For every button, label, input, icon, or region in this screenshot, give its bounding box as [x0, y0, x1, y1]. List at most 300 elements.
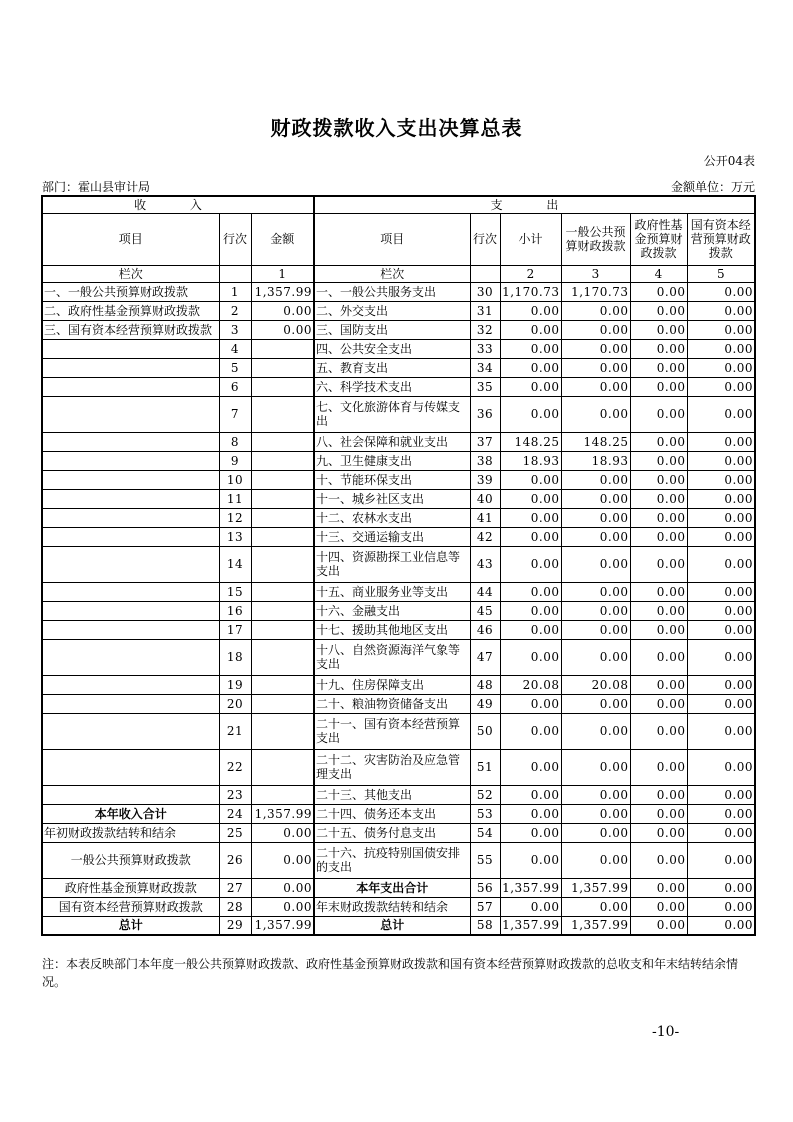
income-item: [42, 620, 219, 639]
amount-unit-label: 金额单位：万元: [670, 180, 755, 194]
income-row-no: 20: [219, 694, 251, 713]
income-item: [42, 639, 219, 675]
income-amount: [251, 620, 314, 639]
column-number-label: 栏次: [42, 265, 219, 282]
income-row-no: 16: [219, 601, 251, 620]
page-title: 财政拨款收入支出决算总表: [270, 116, 523, 140]
income-item: [42, 489, 219, 508]
income-row-no: 27: [219, 878, 251, 897]
income-amount: [251, 694, 314, 713]
empty-cell: [470, 265, 500, 282]
column-number: 4: [630, 265, 687, 282]
expense-gov-fund: 0.00: [630, 527, 687, 546]
expense-item: 九、卫生健康支出: [314, 451, 470, 470]
expense-state-capital: 0.00: [687, 396, 755, 432]
expense-gov-fund: 0.00: [630, 897, 687, 916]
expense-gov-fund: 0.00: [630, 878, 687, 897]
expense-general-budget: 0.00: [561, 713, 630, 749]
expense-subtotal: 0.00: [500, 358, 561, 377]
expense-general-budget: 0.00: [561, 842, 630, 878]
expense-gov-fund: 0.00: [630, 620, 687, 639]
income-amount: 0.00: [251, 301, 314, 320]
expense-row-no: 45: [470, 601, 500, 620]
income-item: [42, 432, 219, 451]
income-row-no: 3: [219, 320, 251, 339]
income-row-no: 24: [219, 804, 251, 823]
expense-general-budget: 0.00: [561, 694, 630, 713]
expense-gov-fund: 0.00: [630, 601, 687, 620]
income-amount: 1,357.99: [251, 916, 314, 935]
expense-row-no: 39: [470, 470, 500, 489]
income-amount: 1,357.99: [251, 804, 314, 823]
expense-item: 十五、商业服务业等支出: [314, 582, 470, 601]
income-amount: [251, 358, 314, 377]
income-row-no: 1: [219, 282, 251, 301]
table-row: [42, 339, 755, 358]
expense-item: 六、科学技术支出: [314, 377, 470, 396]
expense-gov-fund: 0.00: [630, 451, 687, 470]
table-row: [42, 508, 755, 527]
table-row: [42, 358, 755, 377]
table-row: [42, 694, 755, 713]
header-income-row-no: 行次: [219, 213, 251, 265]
expense-state-capital: 0.00: [687, 601, 755, 620]
expense-row-no: 49: [470, 694, 500, 713]
income-row-no: 14: [219, 546, 251, 582]
income-row-no: 11: [219, 489, 251, 508]
expense-subtotal: 0.00: [500, 694, 561, 713]
expense-subtotal: 0.00: [500, 842, 561, 878]
header-expense-item: 项目: [314, 213, 470, 265]
expense-item: 十八、自然资源海洋气象等支出: [314, 639, 470, 675]
expense-item: 二十四、债务还本支出: [314, 804, 470, 823]
income-item: [42, 396, 219, 432]
income-row-no: 5: [219, 358, 251, 377]
expense-gov-fund: 0.00: [630, 639, 687, 675]
expense-gov-fund: 0.00: [630, 675, 687, 694]
expense-item: 二十二、灾害防治及应急管理支出: [314, 749, 470, 785]
expense-state-capital: 0.00: [687, 451, 755, 470]
expense-state-capital: 0.00: [687, 785, 755, 804]
income-amount: 0.00: [251, 842, 314, 878]
expense-state-capital: 0.00: [687, 320, 755, 339]
expense-state-capital: 0.00: [687, 804, 755, 823]
income-group-header: 收 入: [42, 196, 314, 213]
income-amount: [251, 601, 314, 620]
income-amount: [251, 508, 314, 527]
expense-subtotal: 0.00: [500, 377, 561, 396]
expense-subtotal: 18.93: [500, 451, 561, 470]
expense-row-no: 47: [470, 639, 500, 675]
income-item: [42, 470, 219, 489]
expense-row-no: 58: [470, 916, 500, 935]
income-item: 总计: [42, 916, 219, 935]
income-item: 年初财政拨款结转和结余: [42, 823, 219, 842]
expense-subtotal: 0.00: [500, 639, 561, 675]
expense-gov-fund: 0.00: [630, 320, 687, 339]
expense-row-no: 43: [470, 546, 500, 582]
income-row-no: 9: [219, 451, 251, 470]
table-row: [42, 282, 755, 301]
expense-row-no: 34: [470, 358, 500, 377]
expense-row-no: 56: [470, 878, 500, 897]
expense-item: 一、一般公共服务支出: [314, 282, 470, 301]
table-row: [42, 916, 755, 935]
expense-item: 十七、援助其他地区支出: [314, 620, 470, 639]
expense-state-capital: 0.00: [687, 620, 755, 639]
expense-row-no: 35: [470, 377, 500, 396]
column-number: 3: [561, 265, 630, 282]
expense-item: 二十五、债务付息支出: [314, 823, 470, 842]
expense-subtotal: 0.00: [500, 749, 561, 785]
page-number: -10-: [652, 1024, 680, 1040]
table-row: [42, 842, 755, 878]
expense-general-budget: 0.00: [561, 527, 630, 546]
income-row-no: 18: [219, 639, 251, 675]
expense-item: 二十一、国有资本经营预算支出: [314, 713, 470, 749]
expense-state-capital: 0.00: [687, 675, 755, 694]
expense-state-capital: 0.00: [687, 339, 755, 358]
table-row: [42, 451, 755, 470]
expense-subtotal: 0.00: [500, 527, 561, 546]
expense-gov-fund: 0.00: [630, 785, 687, 804]
table-row: [42, 749, 755, 785]
expense-subtotal: 0.00: [500, 620, 561, 639]
expense-gov-fund: 0.00: [630, 470, 687, 489]
expense-subtotal: 0.00: [500, 823, 561, 842]
expense-state-capital: 0.00: [687, 470, 755, 489]
expense-subtotal: 20.08: [500, 675, 561, 694]
expense-item: 十六、金融支出: [314, 601, 470, 620]
column-number-label: 栏次: [314, 265, 470, 282]
expense-item: 二十六、抗疫特别国债安排的支出: [314, 842, 470, 878]
table-row: [42, 785, 755, 804]
expense-general-budget: 1,357.99: [561, 916, 630, 935]
expense-general-budget: 0.00: [561, 823, 630, 842]
expense-item: 十一、城乡社区支出: [314, 489, 470, 508]
expense-subtotal: 148.25: [500, 432, 561, 451]
expense-gov-fund: 0.00: [630, 508, 687, 527]
header-income-item: 项目: [42, 213, 219, 265]
income-row-no: 6: [219, 377, 251, 396]
expense-gov-fund: 0.00: [630, 713, 687, 749]
expense-subtotal: 0.00: [500, 396, 561, 432]
expense-row-no: 38: [470, 451, 500, 470]
table-row: [42, 620, 755, 639]
expense-general-budget: 0.00: [561, 639, 630, 675]
income-item: [42, 785, 219, 804]
expense-row-no: 42: [470, 527, 500, 546]
table-row: [42, 823, 755, 842]
income-amount: 0.00: [251, 823, 314, 842]
income-item: [42, 339, 219, 358]
expense-item: 十三、交通运输支出: [314, 527, 470, 546]
income-item: [42, 508, 219, 527]
income-amount: [251, 785, 314, 804]
expense-subtotal: 0.00: [500, 508, 561, 527]
expense-row-no: 32: [470, 320, 500, 339]
expense-general-budget: 0.00: [561, 582, 630, 601]
expense-gov-fund: 0.00: [630, 694, 687, 713]
expense-general-budget: 0.00: [561, 320, 630, 339]
header-expense-row-no: 行次: [470, 213, 500, 265]
column-number: 2: [500, 265, 561, 282]
income-row-no: 10: [219, 470, 251, 489]
expense-subtotal: 0.00: [500, 301, 561, 320]
expense-subtotal: 0.00: [500, 470, 561, 489]
income-row-no: 7: [219, 396, 251, 432]
expense-subtotal: 0.00: [500, 897, 561, 916]
expense-row-no: 44: [470, 582, 500, 601]
table-row: [42, 320, 755, 339]
expense-state-capital: 0.00: [687, 301, 755, 320]
expense-general-budget: 0.00: [561, 804, 630, 823]
expense-item: 四、公共安全支出: [314, 339, 470, 358]
income-row-no: 8: [219, 432, 251, 451]
income-item: 一、一般公共预算财政拨款: [42, 282, 219, 301]
income-item: [42, 358, 219, 377]
department-label: 部门：霍山县审计局: [42, 180, 151, 194]
income-amount: [251, 713, 314, 749]
expense-state-capital: 0.00: [687, 546, 755, 582]
expense-general-budget: 18.93: [561, 451, 630, 470]
expense-general-budget: 0.00: [561, 546, 630, 582]
expense-row-no: 54: [470, 823, 500, 842]
table-row: [42, 489, 755, 508]
income-amount: 0.00: [251, 878, 314, 897]
income-item: [42, 451, 219, 470]
empty-cell: [219, 265, 251, 282]
table-row: [42, 546, 755, 582]
income-row-no: 23: [219, 785, 251, 804]
expense-subtotal: 0.00: [500, 804, 561, 823]
expense-item: 二、外交支出: [314, 301, 470, 320]
income-amount: [251, 432, 314, 451]
table-row: [42, 675, 755, 694]
income-amount: 0.00: [251, 320, 314, 339]
table-row: [42, 878, 755, 897]
expense-gov-fund: 0.00: [630, 396, 687, 432]
expense-gov-fund: 0.00: [630, 546, 687, 582]
income-row-no: 22: [219, 749, 251, 785]
income-amount: 1,357.99: [251, 282, 314, 301]
expense-item: 二十、粮油物资储备支出: [314, 694, 470, 713]
table-row: [42, 601, 755, 620]
table-row: [42, 527, 755, 546]
expense-row-no: 55: [470, 842, 500, 878]
income-item: [42, 713, 219, 749]
header-general-budget: 一般公共预算财政拨款: [561, 213, 630, 265]
table-row: [42, 301, 755, 320]
expense-general-budget: 0.00: [561, 470, 630, 489]
header-income-amount: 金额: [251, 213, 314, 265]
expense-general-budget: 0.00: [561, 749, 630, 785]
footnote: 注：本表反映部门本年度一般公共预算财政拨款、政府性基金预算财政拨款和国有资本经营预算财政拨款的总收支和年末结转结余情况。: [42, 957, 739, 989]
expense-row-no: 36: [470, 396, 500, 432]
income-row-no: 19: [219, 675, 251, 694]
income-row-no: 13: [219, 527, 251, 546]
expense-gov-fund: 0.00: [630, 282, 687, 301]
income-item: [42, 601, 219, 620]
income-row-no: 29: [219, 916, 251, 935]
expense-gov-fund: 0.00: [630, 916, 687, 935]
table-row: [42, 396, 755, 432]
expense-gov-fund: 0.00: [630, 842, 687, 878]
expense-state-capital: 0.00: [687, 527, 755, 546]
income-item: 二、政府性基金预算财政拨款: [42, 301, 219, 320]
income-amount: [251, 749, 314, 785]
expense-general-budget: 0.00: [561, 301, 630, 320]
expense-general-budget: 0.00: [561, 601, 630, 620]
expense-general-budget: 0.00: [561, 358, 630, 377]
expense-subtotal: 0.00: [500, 785, 561, 804]
expense-subtotal: 1,357.99: [500, 916, 561, 935]
table-row: [42, 639, 755, 675]
expense-state-capital: 0.00: [687, 377, 755, 396]
income-row-no: 17: [219, 620, 251, 639]
expense-row-no: 37: [470, 432, 500, 451]
income-row-no: 12: [219, 508, 251, 527]
header-gov-fund: 政府性基金预算财政拨款: [630, 213, 687, 265]
expense-gov-fund: 0.00: [630, 582, 687, 601]
expense-subtotal: 1,357.99: [500, 878, 561, 897]
expense-general-budget: 1,170.73: [561, 282, 630, 301]
income-item: [42, 377, 219, 396]
expense-row-no: 31: [470, 301, 500, 320]
expense-state-capital: 0.00: [687, 694, 755, 713]
expense-subtotal: 0.00: [500, 489, 561, 508]
expense-item: 十二、农林水支出: [314, 508, 470, 527]
expense-state-capital: 0.00: [687, 897, 755, 916]
expense-state-capital: 0.00: [687, 358, 755, 377]
income-row-no: 28: [219, 897, 251, 916]
expense-item: 八、社会保障和就业支出: [314, 432, 470, 451]
expense-general-budget: 0.00: [561, 396, 630, 432]
expense-item: 本年支出合计: [314, 878, 470, 897]
expense-state-capital: 0.00: [687, 508, 755, 527]
expense-subtotal: 1,170.73: [500, 282, 561, 301]
expense-state-capital: 0.00: [687, 713, 755, 749]
expense-gov-fund: 0.00: [630, 749, 687, 785]
expense-general-budget: 0.00: [561, 785, 630, 804]
expense-general-budget: 0.00: [561, 489, 630, 508]
income-amount: [251, 582, 314, 601]
expense-gov-fund: 0.00: [630, 823, 687, 842]
expense-row-no: 52: [470, 785, 500, 804]
expense-item: 十九、住房保障支出: [314, 675, 470, 694]
expense-row-no: 51: [470, 749, 500, 785]
income-row-no: 26: [219, 842, 251, 878]
expense-general-budget: 0.00: [561, 897, 630, 916]
expense-state-capital: 0.00: [687, 489, 755, 508]
expense-item: 二十三、其他支出: [314, 785, 470, 804]
expense-row-no: 46: [470, 620, 500, 639]
expense-row-no: 57: [470, 897, 500, 916]
table-row: [42, 713, 755, 749]
table-row: [42, 432, 755, 451]
expense-item: 三、国防支出: [314, 320, 470, 339]
expense-group-header: 支 出: [314, 196, 755, 213]
income-amount: [251, 451, 314, 470]
income-amount: [251, 489, 314, 508]
expense-state-capital: 0.00: [687, 842, 755, 878]
expense-subtotal: 0.00: [500, 582, 561, 601]
expense-gov-fund: 0.00: [630, 339, 687, 358]
expense-state-capital: 0.00: [687, 823, 755, 842]
income-item: 一般公共预算财政拨款: [42, 842, 219, 878]
expense-general-budget: 1,357.99: [561, 878, 630, 897]
expense-general-budget: 0.00: [561, 339, 630, 358]
expense-state-capital: 0.00: [687, 916, 755, 935]
table-row: [42, 804, 755, 823]
income-row-no: 2: [219, 301, 251, 320]
table-row: [42, 582, 755, 601]
income-item: 三、国有资本经营预算财政拨款: [42, 320, 219, 339]
expense-state-capital: 0.00: [687, 282, 755, 301]
income-amount: [251, 470, 314, 489]
income-item: 国有资本经营预算财政拨款: [42, 897, 219, 916]
expense-subtotal: 0.00: [500, 320, 561, 339]
expense-row-no: 41: [470, 508, 500, 527]
expense-gov-fund: 0.00: [630, 804, 687, 823]
income-row-no: 25: [219, 823, 251, 842]
expense-state-capital: 0.00: [687, 432, 755, 451]
expense-state-capital: 0.00: [687, 878, 755, 897]
header-subtotal: 小计: [500, 213, 561, 265]
expense-gov-fund: 0.00: [630, 489, 687, 508]
income-amount: [251, 546, 314, 582]
expense-gov-fund: 0.00: [630, 358, 687, 377]
expense-item: 年末财政拨款结转和结余: [314, 897, 470, 916]
income-item: [42, 675, 219, 694]
table-row: [42, 377, 755, 396]
expense-row-no: 53: [470, 804, 500, 823]
income-item: [42, 546, 219, 582]
expense-row-no: 50: [470, 713, 500, 749]
income-item: 政府性基金预算财政拨款: [42, 878, 219, 897]
income-row-no: 15: [219, 582, 251, 601]
fiscal-summary-table: [41, 195, 756, 936]
income-amount: [251, 639, 314, 675]
income-amount: [251, 675, 314, 694]
expense-gov-fund: 0.00: [630, 377, 687, 396]
expense-subtotal: 0.00: [500, 339, 561, 358]
expense-gov-fund: 0.00: [630, 301, 687, 320]
income-amount: [251, 339, 314, 358]
income-item: [42, 582, 219, 601]
income-amount: 0.00: [251, 897, 314, 916]
expense-gov-fund: 0.00: [630, 432, 687, 451]
expense-general-budget: 148.25: [561, 432, 630, 451]
income-amount: [251, 396, 314, 432]
header-state-capital: 国有资本经营预算财政拨款: [687, 213, 755, 265]
expense-general-budget: 0.00: [561, 620, 630, 639]
table-row: [42, 470, 755, 489]
expense-item: 五、教育支出: [314, 358, 470, 377]
expense-item: 十四、资源勘探工业信息等支出: [314, 546, 470, 582]
income-row-no: 21: [219, 713, 251, 749]
expense-state-capital: 0.00: [687, 639, 755, 675]
table-row: [42, 897, 755, 916]
income-item: [42, 694, 219, 713]
expense-subtotal: 0.00: [500, 713, 561, 749]
column-number: 1: [251, 265, 314, 282]
column-number: 5: [687, 265, 755, 282]
expense-item: 七、文化旅游体育与传媒支出: [314, 396, 470, 432]
income-item: [42, 749, 219, 785]
expense-row-no: 48: [470, 675, 500, 694]
expense-general-budget: 20.08: [561, 675, 630, 694]
